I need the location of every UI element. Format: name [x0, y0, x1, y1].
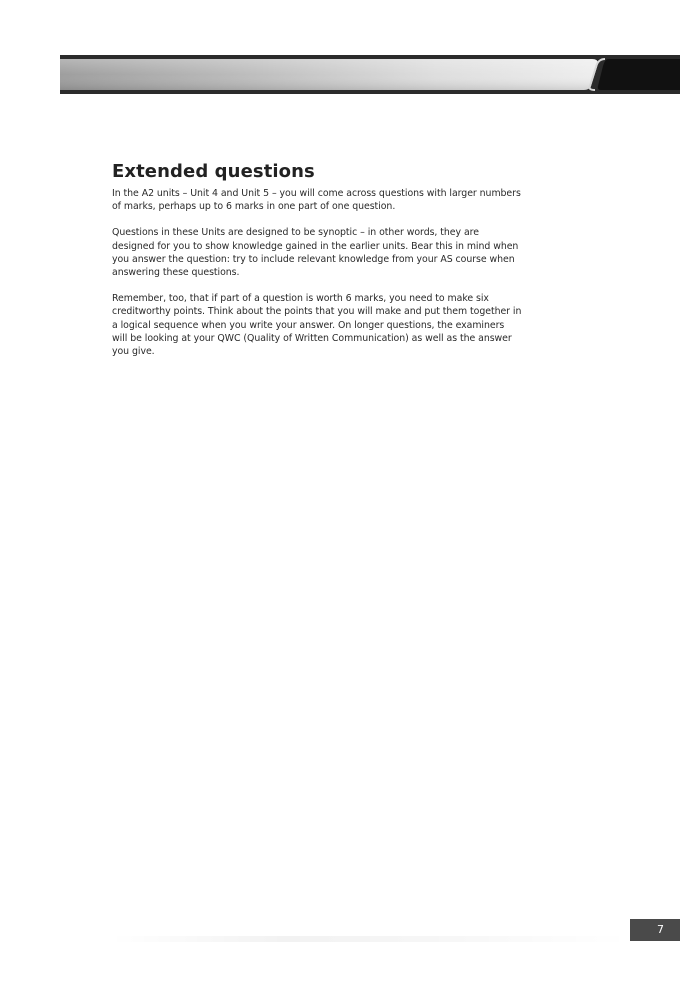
- header-band-graphic: [60, 55, 680, 94]
- paragraph-synoptic: Questions in these Units are designed to be synoptic – in other words, they are designed for you to show knowledge gained in the earlier units. Bear this in mind when you answer the question: try to include relevant knowledge from your AS course when answering these questions.: [112, 227, 519, 279]
- section-heading: Extended questions: [112, 161, 315, 182]
- footer-shadow: [110, 936, 630, 942]
- paragraph-intro: In the A2 units – Unit 4 and Unit 5 – you will come across questions with larger numbers of marks, perhaps up to 6 marks in one part of one question.: [112, 188, 521, 213]
- header-band: [60, 55, 680, 94]
- page-number: 7: [657, 923, 664, 936]
- extended-questions-section: [112, 160, 522, 371]
- paragraph-creditworthy: Remember, too, that if part of a question is worth 6 marks, you need to make six creditworthy points. Think about the points that you will make and put them together in a logical sequence when you write your answer. On longer questions, the examiners will be looking at your QWC (Quality of Written Communication) as well as the answer you give.: [112, 293, 522, 358]
- page-number-tab: [630, 919, 680, 941]
